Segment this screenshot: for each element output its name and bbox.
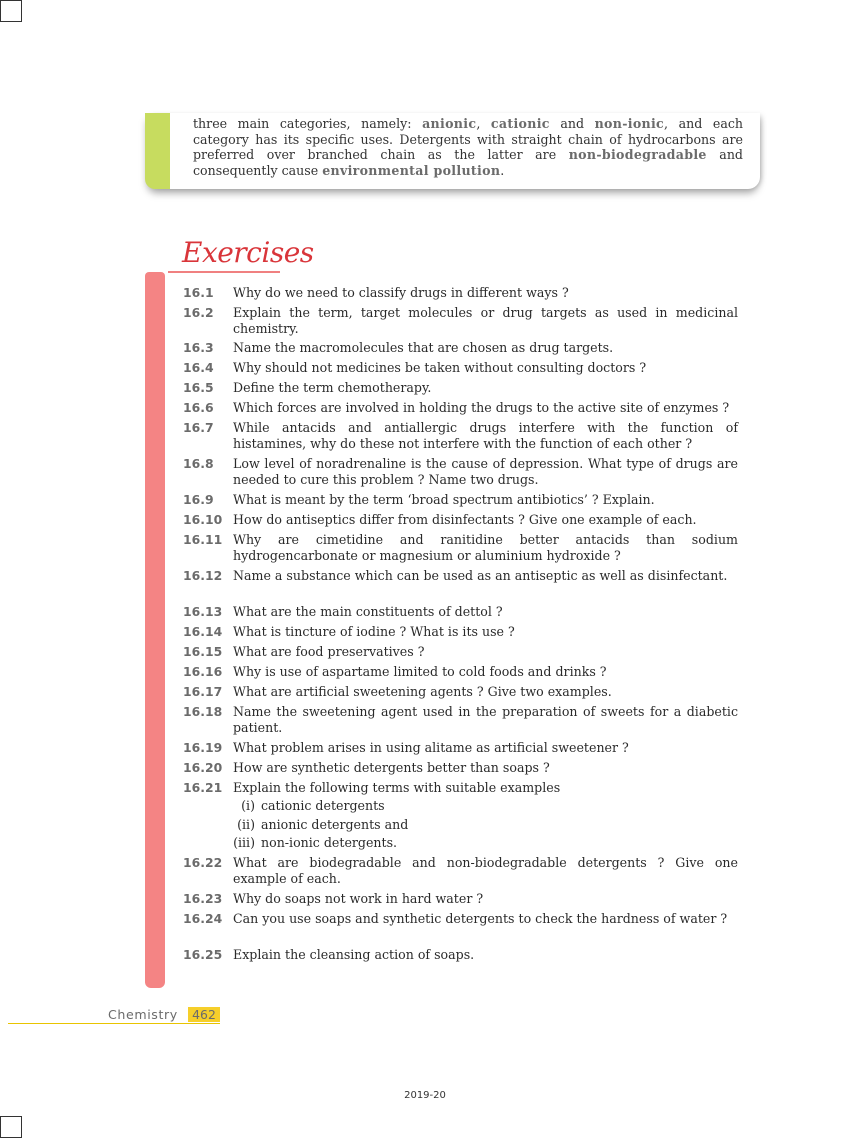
crop-mark-bottom-left bbox=[0, 1116, 22, 1138]
exercise-item bbox=[183, 492, 738, 508]
exercise-item bbox=[183, 684, 738, 700]
exercise-item bbox=[183, 780, 738, 796]
crop-mark-top-left bbox=[0, 0, 22, 22]
exercise-item bbox=[183, 305, 738, 337]
exercise-text: Which forces are involved in holding the drugs to the active site of enzymes ? bbox=[233, 400, 730, 415]
term-environmental-pollution: environmental pollution bbox=[322, 163, 501, 179]
exercise-number: 16.24 bbox=[183, 911, 223, 926]
exercise-number: 16.6 bbox=[183, 400, 214, 415]
exercise-text: What are artificial sweetening agents ? Give two examples. bbox=[233, 684, 612, 699]
exercise-text: Name a substance which can be used as an antiseptic as well as disinfectant. bbox=[233, 568, 728, 583]
exercise-text: Why is use of aspartame limited to cold foods and drinks ? bbox=[233, 664, 607, 679]
exercise-number: 16.3 bbox=[183, 340, 214, 355]
exercises-heading-underline bbox=[168, 271, 280, 273]
exercise-text: What is meant by the term ‘broad spectrum antibiotics’ ? Explain. bbox=[233, 492, 655, 507]
exercise-subitem bbox=[225, 817, 408, 832]
summary-text-part: , bbox=[476, 116, 491, 131]
exercise-item bbox=[183, 420, 738, 452]
exercise-number: 16.20 bbox=[183, 760, 223, 775]
exercise-text: How do antiseptics differ from disinfectants ? Give one example of each. bbox=[233, 512, 697, 527]
summary-text bbox=[193, 116, 743, 179]
exercise-text: While antacids and antiallergic drugs interfere with the function of histamines, why do these not interfere with the function of each other ? bbox=[233, 420, 738, 451]
term-anionic: anionic bbox=[422, 116, 477, 131]
exercise-number: 16.10 bbox=[183, 512, 223, 527]
subitem-numeral: (iii) bbox=[233, 835, 255, 850]
summary-box bbox=[145, 113, 760, 189]
exercise-number: 16.17 bbox=[183, 684, 223, 699]
exercise-number: 16.4 bbox=[183, 360, 214, 375]
exercise-item bbox=[183, 664, 738, 680]
exercise-item bbox=[183, 644, 738, 660]
exercises-side-bar bbox=[145, 272, 165, 988]
exercise-item bbox=[183, 604, 738, 620]
exercise-text: What are biodegradable and non-biodegradable detergents ? Give one example of each. bbox=[233, 855, 738, 886]
exercise-text: Why should not medicines be taken without consulting doctors ? bbox=[233, 360, 647, 375]
exercise-text: Why do we need to classify drugs in different ways ? bbox=[233, 285, 569, 300]
summary-text-part: and consequently cause bbox=[193, 147, 743, 179]
exercise-text: What are the main constituents of dettol ? bbox=[233, 604, 503, 619]
term-non-ionic: non-ionic bbox=[594, 116, 665, 131]
exercise-item bbox=[183, 380, 738, 396]
exercise-text: What is tincture of iodine ? What is its use ? bbox=[233, 624, 515, 639]
exercise-number: 16.23 bbox=[183, 891, 223, 906]
exercise-text: Why are cimetidine and ranitidine better antacids than sodium hydrogencarbonate or magnesium or aluminium hydroxide ? bbox=[233, 532, 738, 563]
exercise-number: 16.16 bbox=[183, 664, 223, 679]
exercise-number: 16.22 bbox=[183, 855, 223, 870]
term-cationic: cationic bbox=[490, 116, 550, 131]
exercise-text: What are food preservatives ? bbox=[233, 644, 425, 659]
exercise-item bbox=[183, 532, 738, 564]
exercise-item bbox=[183, 704, 738, 736]
exercise-number: 16.14 bbox=[183, 624, 223, 639]
footer-rule bbox=[8, 1023, 220, 1024]
exercise-number: 16.11 bbox=[183, 532, 223, 547]
exercise-item bbox=[183, 512, 738, 528]
exercise-text: Name the sweetening agent used in the preparation of sweets for a diabetic patient. bbox=[233, 704, 738, 735]
exercise-number: 16.25 bbox=[183, 947, 223, 962]
exercise-number: 16.8 bbox=[183, 456, 214, 471]
exercise-number: 16.19 bbox=[183, 740, 223, 755]
exercise-text: Explain the term, target molecules or drug targets as used in medicinal chemistry. bbox=[233, 305, 738, 336]
exercise-item bbox=[183, 855, 738, 887]
exercise-text: Define the term chemotherapy. bbox=[233, 380, 432, 395]
exercise-item bbox=[183, 568, 738, 584]
exercise-number: 16.2 bbox=[183, 305, 214, 320]
subitem-numeral: (i) bbox=[241, 798, 255, 813]
exercise-text: Name the macromolecules that are chosen as drug targets. bbox=[233, 340, 614, 355]
exercises-heading: Exercises bbox=[182, 236, 314, 269]
summary-text-part: three main categories, namely: bbox=[193, 116, 423, 131]
exercise-text: What problem arises in using alitame as artificial sweetener ? bbox=[233, 740, 629, 755]
exercise-number: 16.15 bbox=[183, 644, 223, 659]
exercise-number: 16.1 bbox=[183, 285, 214, 300]
exercise-number: 16.9 bbox=[183, 492, 214, 507]
exercise-subitem bbox=[225, 835, 397, 850]
summary-text-part: and bbox=[549, 116, 595, 131]
subitem-text: non-ionic detergents. bbox=[261, 835, 398, 850]
exercise-number: 16.13 bbox=[183, 604, 223, 619]
footer-page-number: 462 bbox=[188, 1007, 220, 1022]
exercise-text: Can you use soaps and synthetic detergents to check the hardness of water ? bbox=[233, 911, 728, 926]
exercise-text: Explain the following terms with suitable examples bbox=[233, 780, 561, 795]
exercise-item bbox=[183, 340, 738, 356]
exercise-item bbox=[183, 891, 738, 907]
footer-subject: Chemistry bbox=[108, 1007, 178, 1022]
summary-text-part: , and each category has its specific uses. Detergents with straight chain of hydrocarbons are preferred over branched chain as the latter are bbox=[193, 116, 743, 163]
exercise-item bbox=[183, 740, 738, 756]
exercise-item bbox=[183, 456, 738, 488]
subitem-text: anionic detergents and bbox=[261, 817, 409, 832]
term-non-biodegradable: non-biodegradable bbox=[568, 147, 707, 163]
footer-year: 2019-20 bbox=[404, 1090, 446, 1101]
exercise-text: Low level of noradrenaline is the cause of depression. What type of drugs are needed to cure this problem ? Name two drugs. bbox=[233, 456, 738, 487]
exercise-item bbox=[183, 624, 738, 640]
summary-accent-bar bbox=[145, 113, 170, 189]
exercise-subitem bbox=[225, 798, 385, 813]
exercise-number: 16.5 bbox=[183, 380, 214, 395]
exercise-item bbox=[183, 760, 738, 776]
exercise-item bbox=[183, 911, 738, 927]
exercise-number: 16.7 bbox=[183, 420, 214, 435]
exercise-item bbox=[183, 947, 738, 963]
subitem-numeral: (ii) bbox=[237, 817, 255, 832]
exercise-number: 16.21 bbox=[183, 780, 223, 795]
subitem-text: cationic detergents bbox=[261, 798, 385, 813]
exercise-item bbox=[183, 285, 738, 301]
summary-text-part: . bbox=[500, 163, 505, 179]
exercise-text: Why do soaps not work in hard water ? bbox=[233, 891, 484, 906]
exercise-number: 16.12 bbox=[183, 568, 223, 583]
exercise-item bbox=[183, 400, 738, 416]
exercise-item bbox=[183, 360, 738, 376]
exercise-text: How are synthetic detergents better than soaps ? bbox=[233, 760, 550, 775]
exercise-text: Explain the cleansing action of soaps. bbox=[233, 947, 475, 962]
exercise-number: 16.18 bbox=[183, 704, 223, 719]
